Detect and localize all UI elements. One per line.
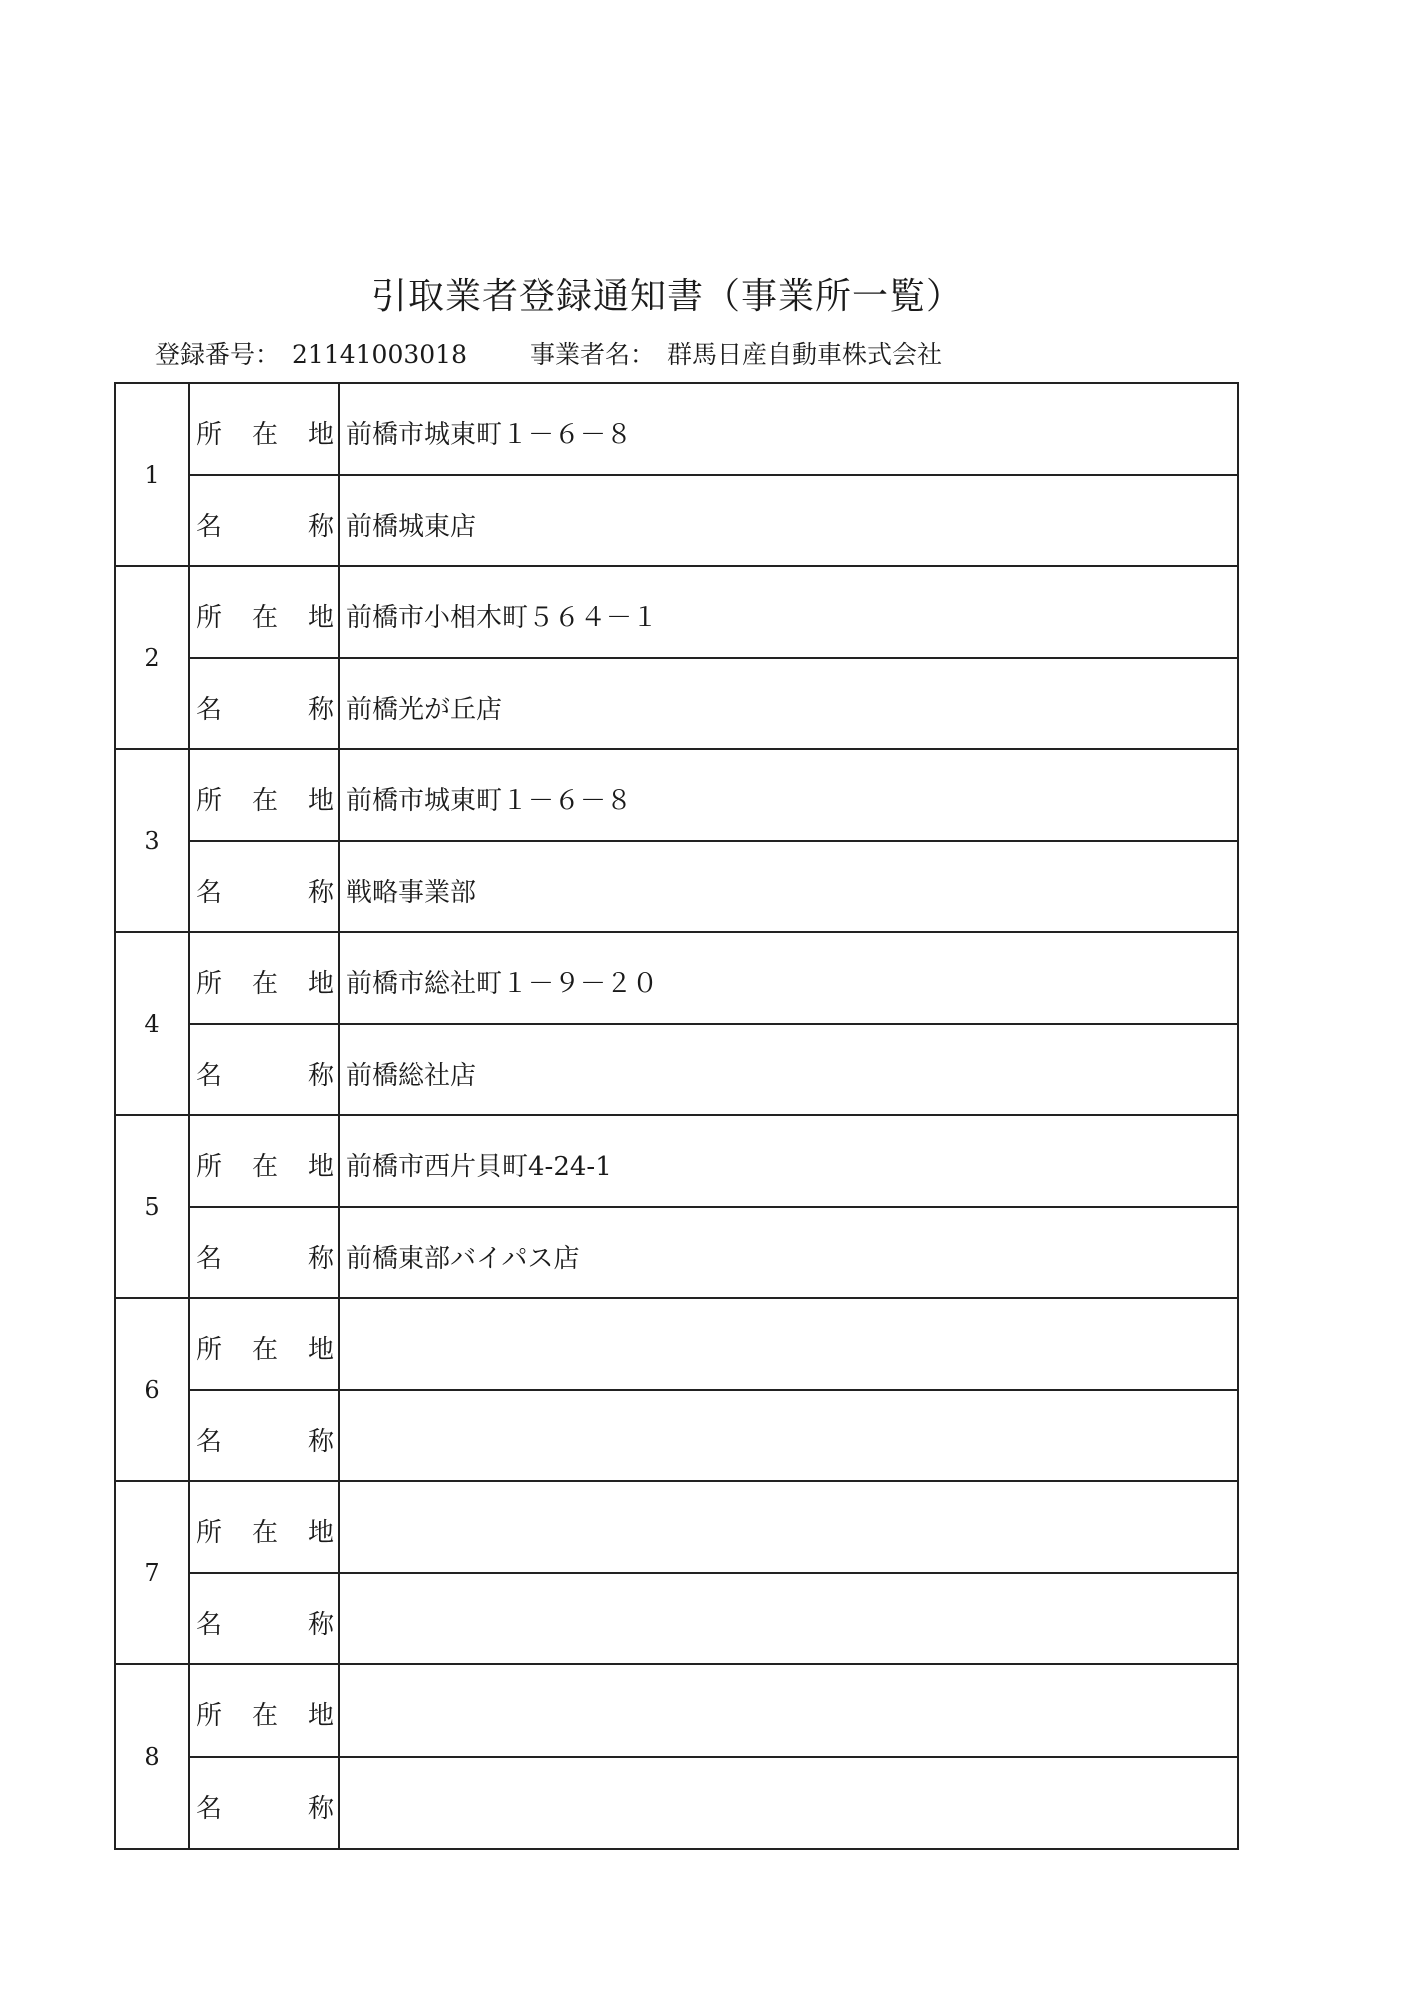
name-row xyxy=(190,476,1237,566)
name-row xyxy=(190,1574,1237,1664)
name-label: 名 称 xyxy=(190,1758,340,1849)
address-value: 前橋市西片貝町4-24-1 xyxy=(346,1152,612,1182)
name-label: 名 称 xyxy=(190,1574,340,1664)
name-row xyxy=(190,1025,1237,1115)
office-number: 1 xyxy=(116,384,190,565)
address-value: 前橋市城東町１－６－８ xyxy=(346,420,633,450)
office-number: 2 xyxy=(116,567,190,748)
name-value xyxy=(340,1574,1237,1664)
office-number: 6 xyxy=(116,1299,190,1480)
name-row xyxy=(190,1391,1237,1481)
address-value: 前橋市城東町１－６－８ xyxy=(346,786,633,816)
office-group xyxy=(116,567,1237,750)
office-number: 4 xyxy=(116,933,190,1114)
office-number: 7 xyxy=(116,1482,190,1663)
office-number: 5 xyxy=(116,1116,190,1297)
office-group xyxy=(116,1665,1237,1848)
address-row xyxy=(190,1116,1237,1208)
business-label: 事業者名： xyxy=(530,340,656,369)
office-number: 3 xyxy=(116,750,190,931)
address-row xyxy=(190,1299,1237,1391)
address-label: 所 在 地 xyxy=(190,567,340,657)
name-label: 名 称 xyxy=(190,1391,340,1481)
registration-info xyxy=(155,335,467,371)
name-value: 前橋光が丘店 xyxy=(346,694,503,725)
address-value xyxy=(340,1482,1237,1572)
name-value: 戦略事業部 xyxy=(346,877,477,908)
address-row xyxy=(190,384,1237,476)
name-value: 前橋総社店 xyxy=(346,1060,477,1091)
address-label: 所 在 地 xyxy=(190,1482,340,1572)
address-label: 所 在 地 xyxy=(190,1299,340,1389)
name-value: 前橋東部バイパス店 xyxy=(346,1243,580,1274)
address-value: 前橋市総社町１－９－２０ xyxy=(346,969,659,999)
name-label: 名 称 xyxy=(190,1208,340,1298)
address-label: 所 在 地 xyxy=(190,384,340,474)
address-label: 所 在 地 xyxy=(190,750,340,840)
name-row xyxy=(190,1208,1237,1298)
name-value: 前橋城東店 xyxy=(346,511,477,542)
name-label: 名 称 xyxy=(190,659,340,749)
office-group xyxy=(116,933,1237,1116)
business-name: 群馬日産自動車株式会社 xyxy=(667,340,943,369)
name-label: 名 称 xyxy=(190,476,340,566)
address-value xyxy=(340,1299,1237,1389)
address-row xyxy=(190,1482,1237,1574)
office-group xyxy=(116,384,1237,567)
office-group xyxy=(116,1116,1237,1299)
address-row xyxy=(190,567,1237,659)
office-table xyxy=(114,382,1239,1850)
address-value: 前橋市小相木町５６４－１ xyxy=(346,603,659,633)
registration-label: 登録番号： xyxy=(155,340,281,369)
name-value xyxy=(340,1758,1237,1849)
name-row xyxy=(190,842,1237,932)
address-label: 所 在 地 xyxy=(190,933,340,1023)
address-label: 所 在 地 xyxy=(190,1665,340,1756)
office-group xyxy=(116,1482,1237,1665)
business-info xyxy=(530,335,942,371)
registration-number: 21141003018 xyxy=(292,340,467,369)
name-value xyxy=(340,1391,1237,1481)
address-row xyxy=(190,1665,1237,1758)
address-row xyxy=(190,933,1237,1025)
name-row xyxy=(190,659,1237,749)
address-label: 所 在 地 xyxy=(190,1116,340,1206)
address-value xyxy=(340,1665,1237,1756)
office-number: 8 xyxy=(116,1665,190,1848)
office-group xyxy=(116,1299,1237,1482)
name-label: 名 称 xyxy=(190,1025,340,1115)
office-group xyxy=(116,750,1237,933)
name-label: 名 称 xyxy=(190,842,340,932)
address-row xyxy=(190,750,1237,842)
name-row xyxy=(190,1758,1237,1849)
document-title: 引取業者登録通知書（事業所一覧） xyxy=(370,276,963,317)
